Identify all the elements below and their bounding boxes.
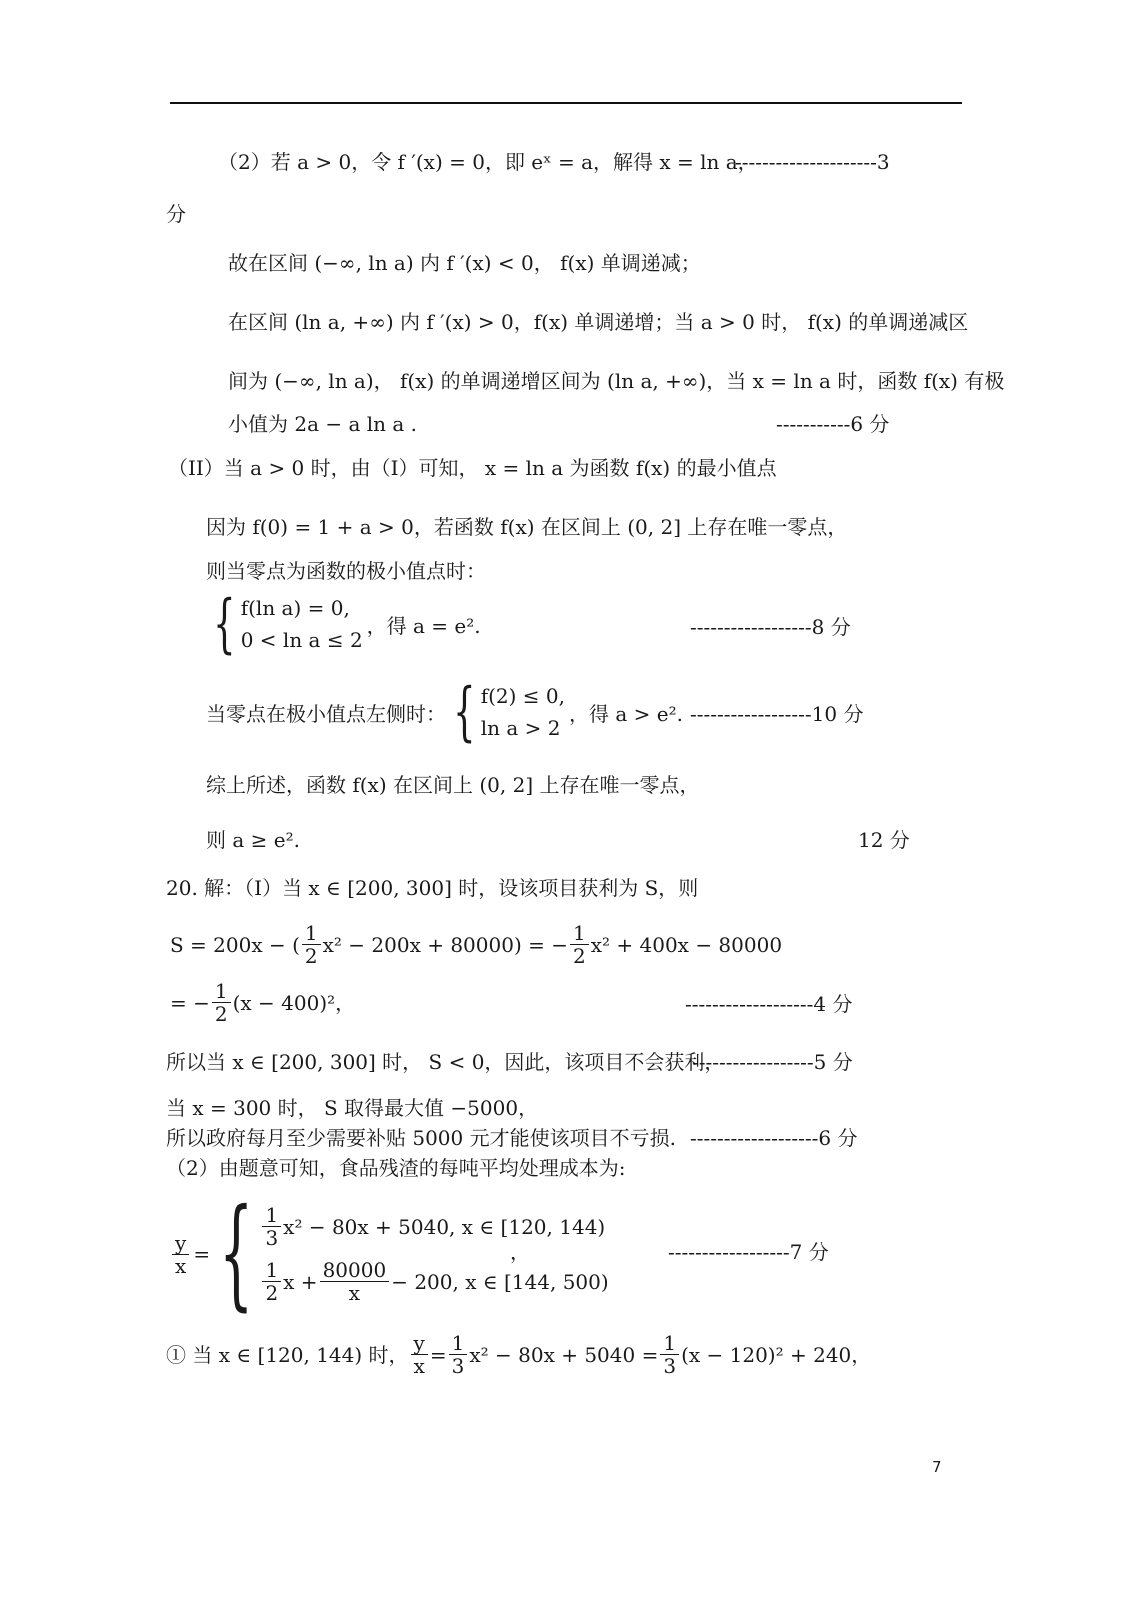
cases bbox=[260, 1204, 608, 1304]
text-line: （II）当 a > 0 时，由（I）可知， x = ln a 为函数 f(x) 的最小值点 bbox=[168, 456, 777, 480]
case-line bbox=[260, 1204, 608, 1249]
score-marker: -------------------6 分 bbox=[690, 1126, 858, 1150]
equals-sign: = bbox=[193, 1242, 211, 1266]
case-expr: x² − 80x + 5040, x ∈ [120, 144) bbox=[283, 1214, 606, 1239]
eq-part: x² − 200x + 80000) = − bbox=[322, 932, 568, 957]
equals-sign: = bbox=[429, 1342, 447, 1367]
case-result: ，得 a > e². bbox=[569, 701, 683, 726]
fraction: $\frac{1}{2}$ bbox=[302, 922, 321, 967]
eq-part: (x − 400)²， bbox=[232, 990, 356, 1015]
text-line: 故在区间 (−∞, ln a) 内 f ′(x) < 0， f(x) 单调递减； bbox=[228, 251, 701, 275]
case-line: ln a > 2 bbox=[480, 716, 561, 740]
text-line: （2）若 a > 0，令 f ′(x) = 0，即 eˣ = a，解得 x = ln a， bbox=[218, 150, 758, 174]
case-line bbox=[260, 1259, 608, 1304]
case-expr: − 200, x ∈ [144, 500) bbox=[391, 1269, 609, 1294]
case-line: f(ln a) = 0, bbox=[240, 596, 350, 620]
equation bbox=[170, 922, 782, 967]
text-line: 当 x = 300 时， S 取得最大值 −5000， bbox=[166, 1096, 539, 1120]
text-line: 间为 (−∞, ln a)， f(x) 的单调递增区间为 (ln a, +∞)，当 x = ln a 时，函数 f(x) 有极 bbox=[228, 369, 1005, 393]
eq-part: = − bbox=[170, 990, 210, 1015]
equation bbox=[170, 980, 355, 1025]
fraction: $\frac{1}{2}$ bbox=[212, 980, 231, 1025]
fraction: $\frac{80000}{x}$ bbox=[320, 1259, 390, 1304]
score-marker: -------------------4 分 bbox=[685, 992, 853, 1016]
score-marker: -----------6 分 bbox=[776, 412, 890, 436]
page-number: 7 bbox=[932, 1458, 942, 1476]
case-expr: x + bbox=[283, 1269, 318, 1294]
fraction: $\frac{1}{2}$ bbox=[262, 1259, 281, 1304]
fraction: $\frac{1}{3}$ bbox=[449, 1332, 468, 1377]
text-line: 在区间 (ln a, +∞) 内 f ′(x) > 0，f(x) 单调递增；当 a > 0 时， f(x) 的单调递减区 bbox=[228, 310, 969, 334]
score-marker: ------------------5 分 bbox=[692, 1050, 853, 1074]
case-system bbox=[444, 675, 683, 749]
problem-heading: 20. 解：（I）当 x ∈ [200, 300] 时，设该项目获利为 S，则 bbox=[166, 876, 699, 900]
left-brace: { bbox=[213, 587, 236, 661]
equation bbox=[166, 1332, 871, 1377]
text-line: 因为 f(0) = 1 + a > 0，若函数 f(x) 在区间上 (0, 2] 上存在唯一零点， bbox=[206, 515, 848, 539]
text-line: 则 a ≥ e². bbox=[206, 828, 300, 852]
piecewise-equation bbox=[170, 1184, 609, 1323]
header-rule bbox=[170, 102, 962, 104]
fraction: $\frac{1}{3}$ bbox=[660, 1332, 679, 1377]
text-line: 综上所述，函数 f(x) 在区间上 (0, 2] 上存在唯一零点， bbox=[206, 773, 700, 797]
fraction: $\frac{y}{x}$ bbox=[411, 1332, 428, 1377]
score-marker: 12 分 bbox=[858, 828, 910, 852]
text-line: 所以当 x ∈ [200, 300] 时， S < 0，因此，该项目不会获利， bbox=[166, 1050, 725, 1074]
fraction: $\frac{1}{2}$ bbox=[570, 922, 589, 967]
eq-part: (x − 120)² + 240， bbox=[681, 1342, 872, 1367]
case-line: f(2) ≤ 0, bbox=[480, 684, 566, 708]
text-line: 小值为 2a − a ln a . bbox=[228, 412, 418, 436]
text-line: 当零点在极小值点左侧时： bbox=[206, 702, 446, 726]
left-brace: { bbox=[219, 1184, 254, 1323]
fraction: $\frac{1}{3}$ bbox=[262, 1204, 281, 1249]
text-line: 所以政府每月至少需要补贴 5000 元才能使该项目不亏损. bbox=[166, 1126, 676, 1150]
score-marker: ------------------8 分 bbox=[690, 615, 851, 639]
comma: ， bbox=[510, 1240, 530, 1264]
score-marker: ------------------10 分 bbox=[690, 702, 864, 726]
eq-part: ① 当 x ∈ [120, 144) 时， bbox=[166, 1342, 409, 1367]
case-system bbox=[204, 587, 481, 661]
case-line: 0 < ln a ≤ 2 bbox=[240, 628, 363, 652]
left-brace: { bbox=[453, 675, 476, 749]
fraction: $\frac{y}{x}$ bbox=[172, 1232, 189, 1277]
case-result: ，得 a = e². bbox=[366, 613, 481, 638]
eq-part: x² − 80x + 5040 = bbox=[469, 1342, 659, 1367]
text-line: （2）由题意可知，食品残渣的每吨平均处理成本为: bbox=[166, 1156, 626, 1180]
text-line: 则当零点为函数的极小值点时： bbox=[206, 559, 486, 583]
score-marker: ---------------------3 bbox=[735, 150, 890, 174]
eq-part: S = 200x − ( bbox=[170, 932, 300, 957]
text-line: 分 bbox=[166, 202, 186, 226]
score-marker: ------------------7 分 bbox=[668, 1240, 829, 1264]
eq-part: x² + 400x − 80000 bbox=[590, 932, 783, 957]
